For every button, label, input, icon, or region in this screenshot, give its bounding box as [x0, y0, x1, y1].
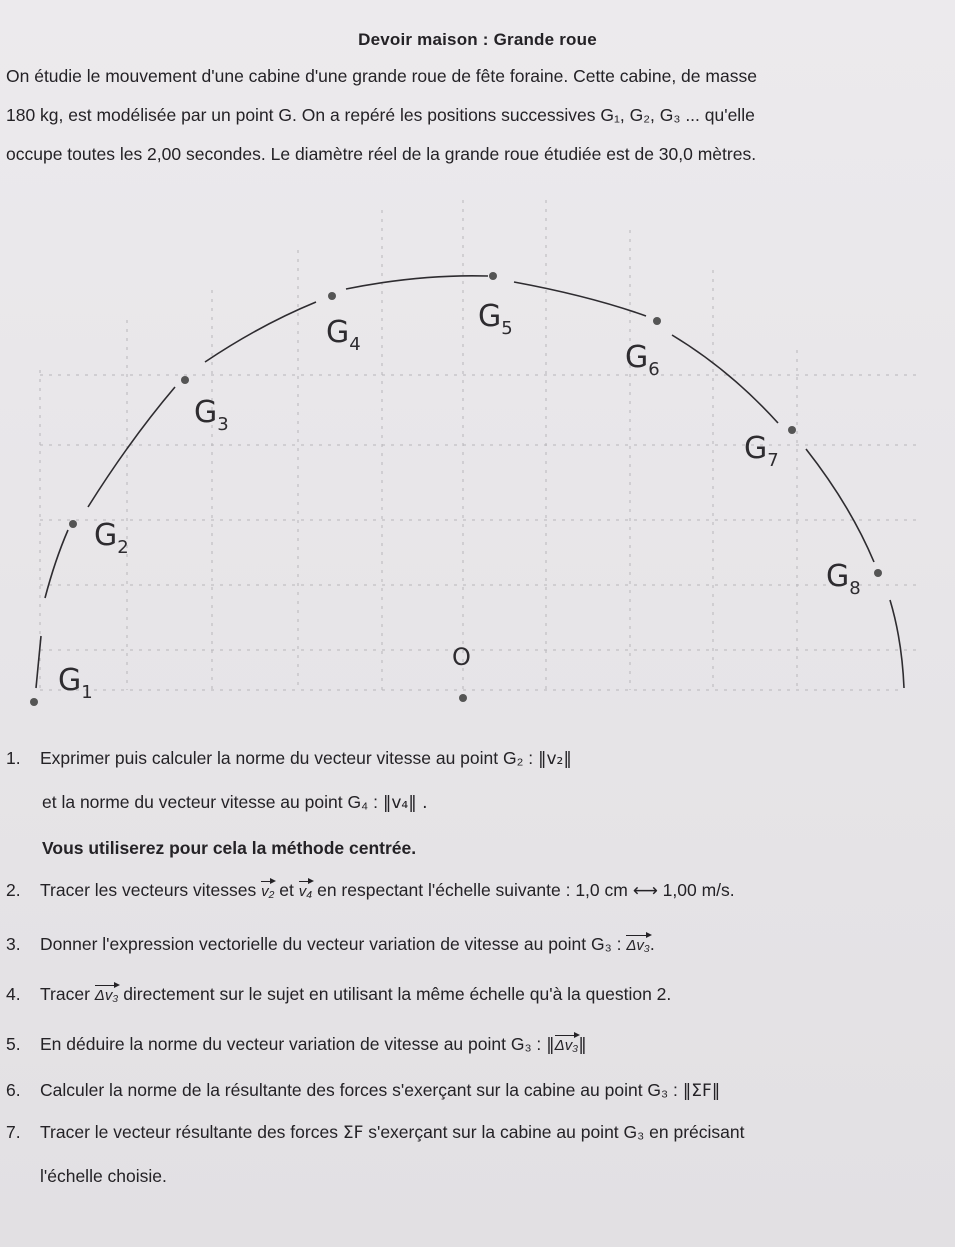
label-g4: $G_4$ — [326, 315, 361, 355]
question-2: 2. Tracer les vecteurs vitesses v₂ et v₄ en respectant l'échelle suivante : 1,0 cm ⟷ 1,00 m/s. — [6, 880, 735, 900]
question-7: 7. Tracer le vecteur résultante des forces ΣF s'exerçant sur la cabine au point G₃ en précisant — [6, 1122, 745, 1143]
point-center — [459, 694, 467, 702]
question-4: 4. Tracer Δv₃ directement sur le sujet en utilisant la même échelle qu'à la question 2. — [6, 984, 672, 1004]
grid-lines — [40, 200, 920, 690]
vector-v4: v₄ — [299, 880, 313, 899]
label-g6: $G_6$ — [625, 340, 660, 380]
trajectory-arc — [36, 276, 904, 688]
vector-delta-v3: Δv₃ — [95, 984, 119, 1003]
question-1-method: Vous utiliserez pour cela la méthode centrée. — [42, 838, 417, 858]
label-g7: $G_7$ — [744, 431, 779, 471]
question-5: 5. En déduire la norme du vecteur variation de vitesse au point G₃ : ‖Δv₃‖ — [6, 1034, 587, 1055]
label-g5: $G_5$ — [478, 299, 513, 339]
vector-delta-v3: Δv₃ — [626, 934, 650, 953]
label-g3: $G_3$ — [194, 395, 229, 435]
position-points — [30, 272, 882, 706]
question-6: 6. Calculer la norme de la résultante des forces s'exerçant sur la cabine au point G₃ : ‖ΣF‖ — [6, 1080, 721, 1101]
label-g8: $G_8$ — [826, 559, 861, 599]
label-center: O — [452, 643, 471, 671]
point-g2 — [69, 520, 77, 528]
trajectory-diagram — [0, 190, 955, 720]
question-1: 1. Exprimer puis calculer la norme du vecteur vitesse au point G₂ : ‖v₂‖ — [6, 748, 572, 769]
question-7-continuation: l'échelle choisie. — [40, 1166, 167, 1186]
intro-line-2: 180 kg, est modélisée par un point G. On a repéré les positions successives G₁, G₂, G₃ ... qu'elle — [6, 105, 755, 125]
vector-delta-v3: Δv₃ — [555, 1034, 579, 1053]
point-g5 — [489, 272, 497, 280]
label-g1: $G_1$ — [58, 663, 93, 703]
point-g7 — [788, 426, 796, 434]
point-labels — [58, 299, 861, 703]
page-title: Devoir maison : Grande roue — [358, 30, 597, 49]
point-g8 — [874, 569, 882, 577]
vector-v2: v₂ — [261, 880, 274, 899]
point-g6 — [653, 317, 661, 325]
point-g1 — [30, 698, 38, 706]
label-g2: $G_2$ — [94, 518, 129, 558]
intro-line-3: occupe toutes les 2,00 secondes. Le diamètre réel de la grande roue étudiée est de 30,0 mètres. — [6, 144, 757, 164]
question-1-continuation: et la norme du vecteur vitesse au point G₄ : ‖v₄‖ . — [42, 792, 428, 813]
point-g4 — [328, 292, 336, 300]
question-3: 3. Donner l'expression vectorielle du vecteur variation de vitesse au point G₃ : Δv₃. — [6, 934, 655, 954]
intro-line-1: On étudie le mouvement d'une cabine d'une grande roue de fête foraine. Cette cabine, de masse — [6, 66, 757, 86]
point-g3 — [181, 376, 189, 384]
